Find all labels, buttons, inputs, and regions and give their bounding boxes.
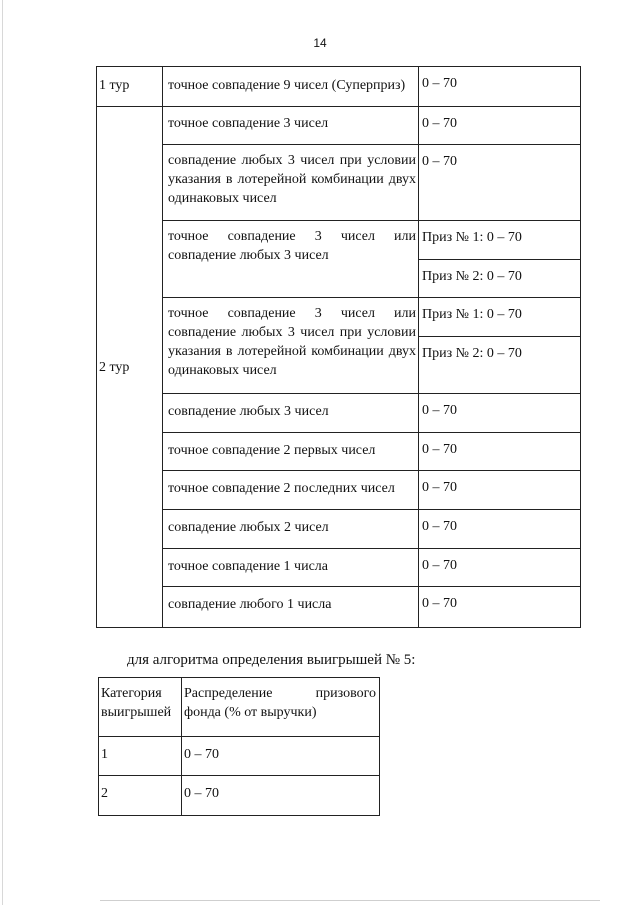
condition-cell: точное совпадение 1 числа xyxy=(163,549,419,587)
table-row xyxy=(97,549,581,587)
table-row xyxy=(97,510,581,549)
table-row xyxy=(97,433,581,471)
table-row xyxy=(99,776,380,816)
prize-distribution-table xyxy=(96,66,581,628)
tour-1-prize: 0 – 70 xyxy=(419,67,581,107)
category-table xyxy=(98,677,380,816)
table-row xyxy=(97,471,581,510)
condition-cell: совпадение любого 1 числа xyxy=(163,587,419,628)
prize-cell: Приз № 2: 0 – 70 xyxy=(419,337,581,394)
prize-cell: 0 – 70 xyxy=(419,471,581,510)
header-category: Категория выигрышей xyxy=(99,678,182,737)
page-number: 14 xyxy=(313,36,327,50)
condition-cell: точное совпадение 3 чисел или совпадение любых 3 чисел xyxy=(163,221,419,298)
condition-cell: точное совпадение 2 последних чисел xyxy=(163,471,419,510)
scan-left-edge xyxy=(2,0,3,905)
table-header-row xyxy=(99,678,380,737)
table-row xyxy=(97,107,581,145)
prize-cell: Приз № 2: 0 – 70 xyxy=(419,260,581,298)
scan-bottom-edge xyxy=(100,900,600,901)
table-row xyxy=(97,67,581,107)
table-row xyxy=(97,394,581,433)
tour-1-condition: точное совпадение 9 чисел (Суперприз) xyxy=(163,67,419,107)
category-cell: 2 xyxy=(99,776,182,816)
table-row xyxy=(97,587,581,628)
prize-cell: 0 – 70 xyxy=(419,510,581,549)
prize-cell: Приз № 1: 0 – 70 xyxy=(419,221,581,260)
distribution-cell: 0 – 70 xyxy=(182,737,380,776)
condition-cell: совпадение любых 3 чисел при условии указания в лотерейной комбинации двух одинаковых чисел xyxy=(163,145,419,221)
prize-cell: 0 – 70 xyxy=(419,587,581,628)
prize-cell: 0 – 70 xyxy=(419,433,581,471)
prize-cell: 0 – 70 xyxy=(419,107,581,145)
prize-cell: 0 – 70 xyxy=(419,549,581,587)
table-row xyxy=(97,298,581,337)
condition-cell: совпадение любых 3 чисел xyxy=(163,394,419,433)
table-row xyxy=(97,145,581,221)
condition-cell: совпадение любых 2 чисел xyxy=(163,510,419,549)
condition-cell: точное совпадение 3 чисел xyxy=(163,107,419,145)
condition-cell: точное совпадение 3 чисел или совпадение любых 3 чисел при условии указания в лотерейной комбинации двух одинаковых чисел xyxy=(163,298,419,394)
tour-1-label: 1 тур xyxy=(97,67,163,107)
condition-cell: точное совпадение 2 первых чисел xyxy=(163,433,419,471)
table-row xyxy=(99,737,380,776)
prize-cell: 0 – 70 xyxy=(419,145,581,221)
header-distribution: Распределение призового фонда (% от выручки) xyxy=(182,678,380,737)
prize-cell: 0 – 70 xyxy=(419,394,581,433)
category-cell: 1 xyxy=(99,737,182,776)
table-row xyxy=(97,221,581,260)
distribution-cell: 0 – 70 xyxy=(182,776,380,816)
prize-cell: Приз № 1: 0 – 70 xyxy=(419,298,581,337)
tour-2-label: 2 тур xyxy=(97,107,163,628)
algorithm-caption: для алгоритма определения выигрышей № 5: xyxy=(127,652,416,668)
